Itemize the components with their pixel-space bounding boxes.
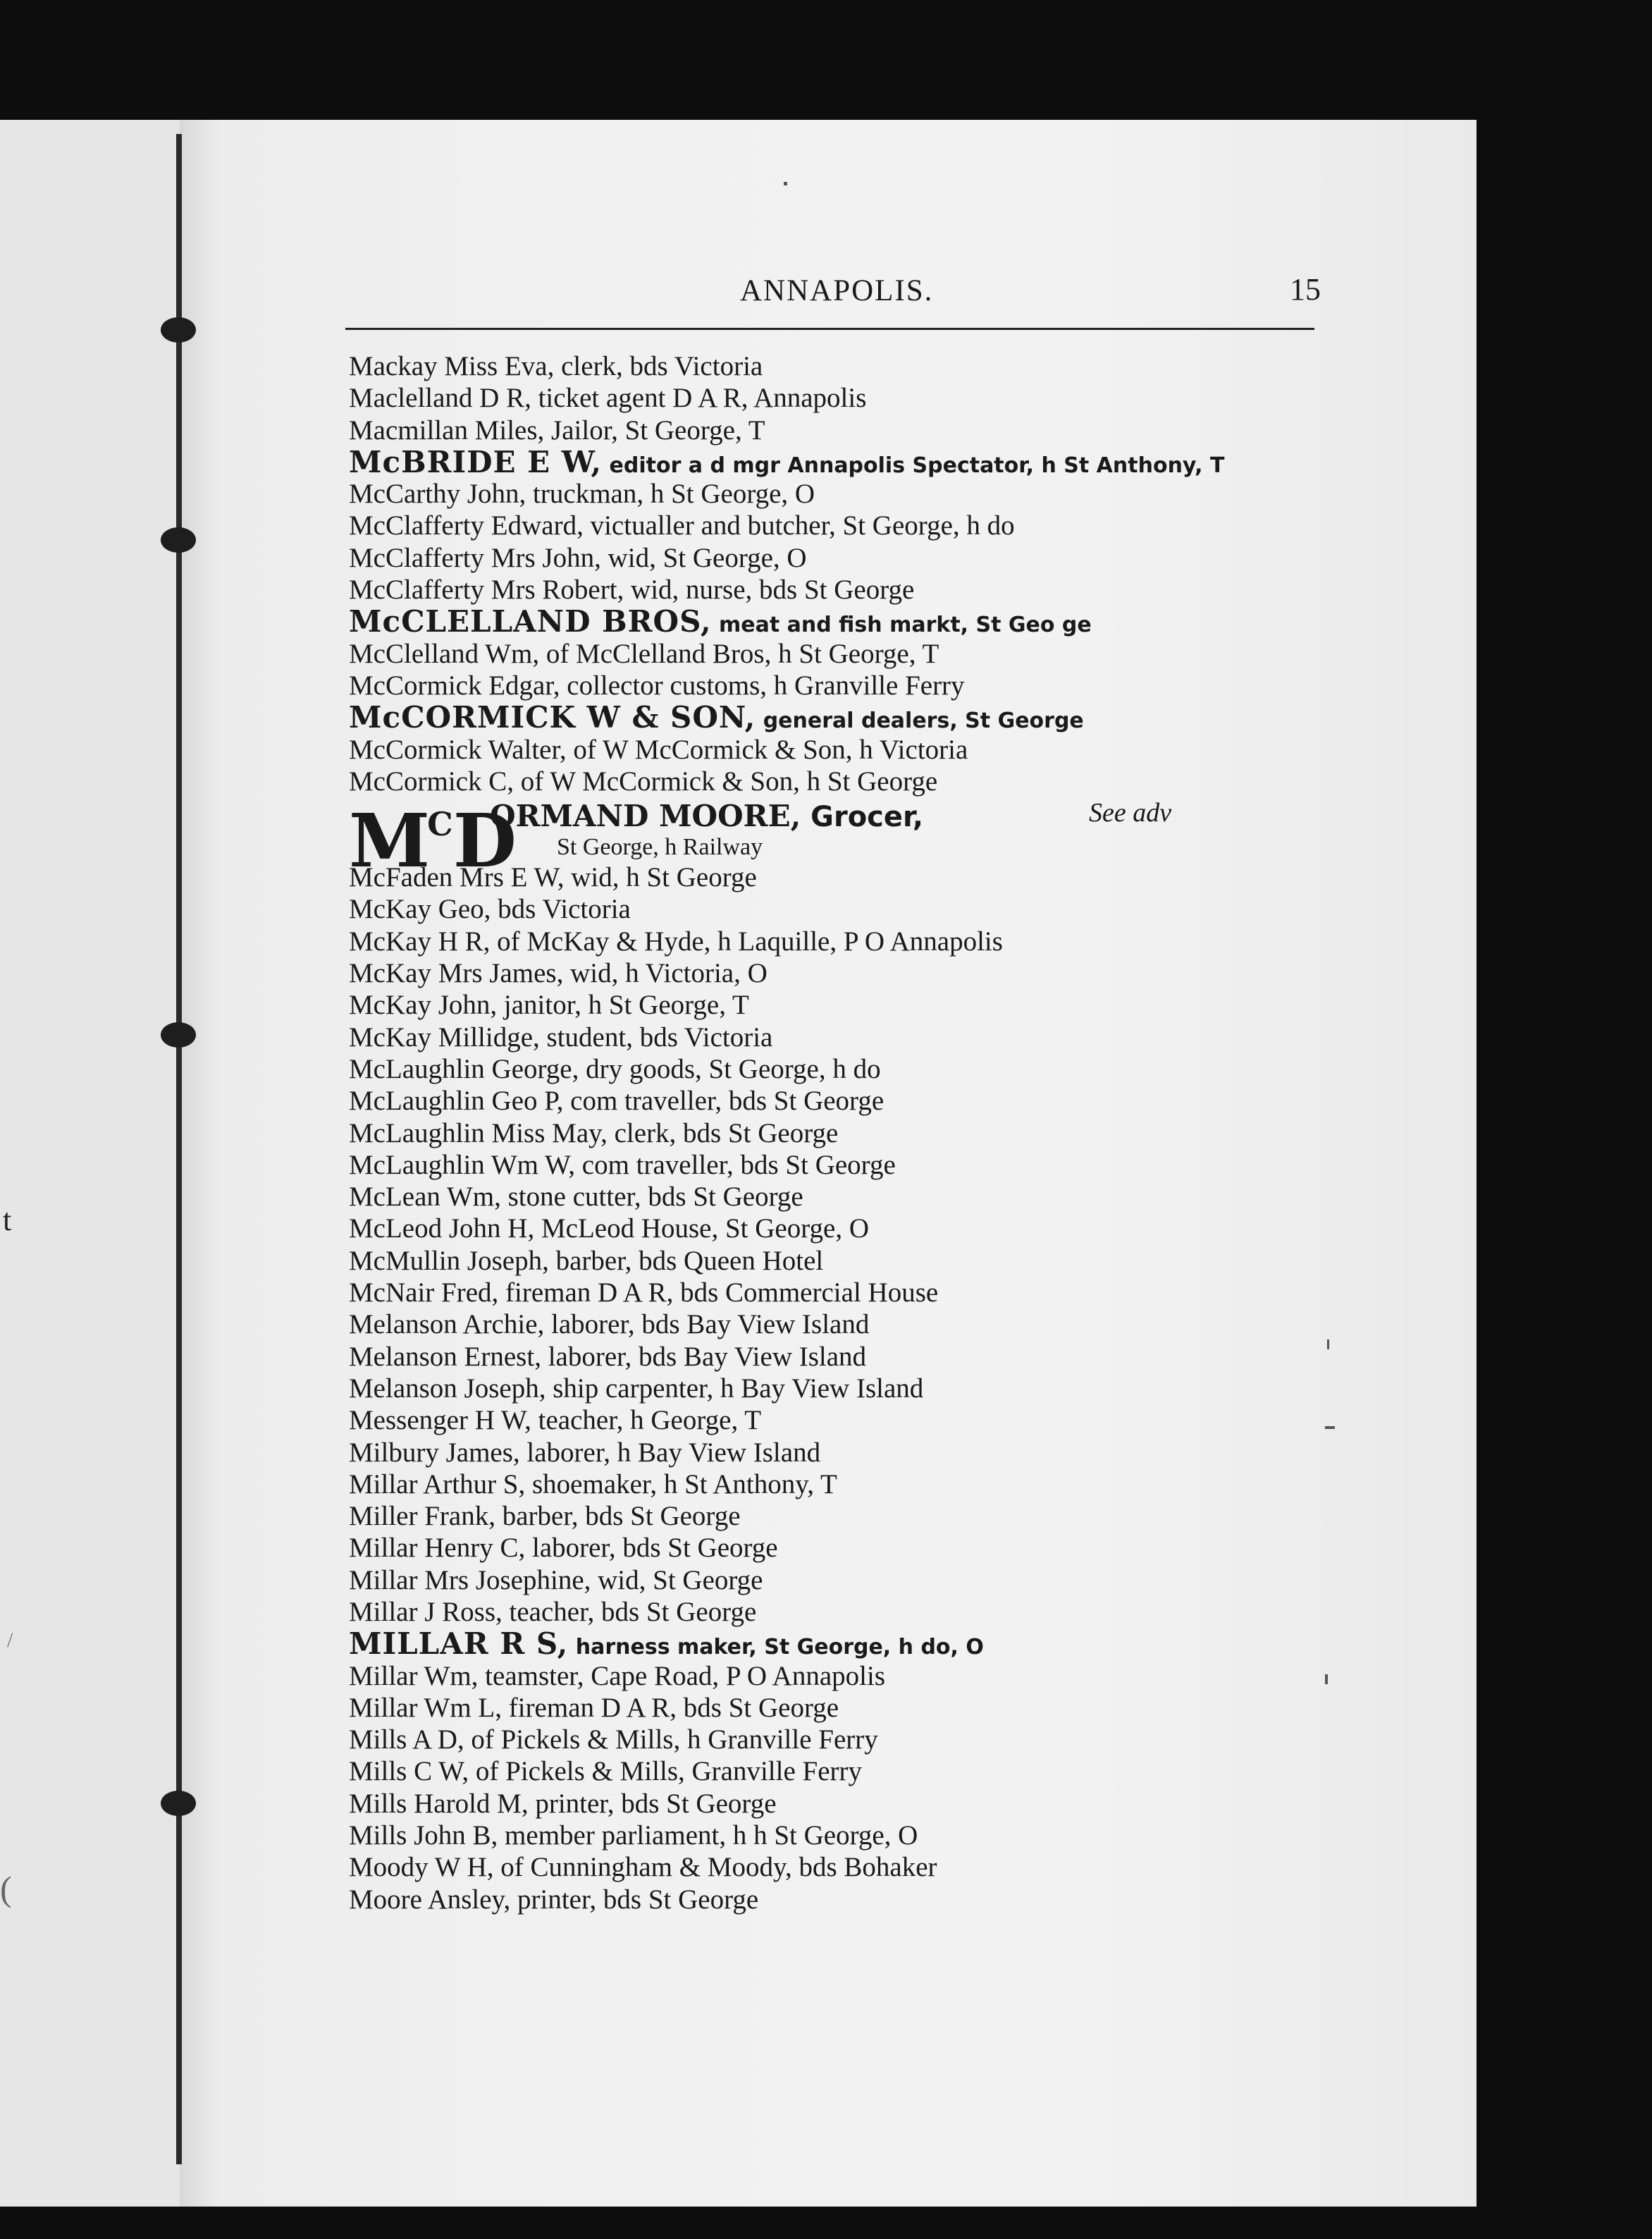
entry-name: Mackay Miss Eva, clerk, bds Victoria xyxy=(349,351,763,381)
directory-entry xyxy=(349,1724,1350,1755)
entry-name: McFaden Mrs E W, wid, h St George xyxy=(349,862,757,893)
directory-entry xyxy=(349,1181,1350,1213)
display-initial xyxy=(349,787,514,885)
directory-entry xyxy=(349,1022,1350,1053)
directory-entry xyxy=(349,542,1350,574)
entry-name: McClafferty Mrs John, wid, St George, O xyxy=(349,542,807,573)
entry-name: McKay H R, of McKay & Hyde, h Laquille, P O Annapolis xyxy=(349,926,1003,957)
entry-name: Millar Henry C, laborer, bds St George xyxy=(349,1533,778,1564)
entry-name: McLean Wm, stone cutter, bds St George xyxy=(349,1182,803,1213)
directory-entry xyxy=(349,1149,1350,1181)
directory-entry xyxy=(349,478,1350,510)
directory-entry xyxy=(349,1596,1350,1628)
entry-name: McLaughlin Miss May, clerk, bds St George xyxy=(349,1117,839,1148)
binding-stitch xyxy=(161,527,196,553)
entry-name: Millar Wm L, fireman D A R, bds St George xyxy=(349,1692,839,1723)
entry-name: McCarthy John, truckman, h St George, O xyxy=(349,479,815,510)
entry-name: Mills C W, of Pickels & Mills, Granville Ferry xyxy=(349,1756,862,1787)
initial-m: M xyxy=(349,797,428,885)
entry-name: McClafferty Edward, victualler and butcher, St George, h do xyxy=(349,510,1015,541)
directory-entry xyxy=(349,989,1350,1021)
firm-trade: Grocer, xyxy=(801,801,924,834)
binding-stitch xyxy=(161,317,196,343)
directory-entry xyxy=(349,1755,1350,1787)
directory-entry xyxy=(349,957,1350,989)
directory-entry xyxy=(349,1660,1350,1692)
entry-details: editor a d mgr Annapolis Spectator, h St Anthony, T xyxy=(602,453,1225,478)
directory-entry xyxy=(349,510,1350,541)
entry-name: Mills John B, member parliament, h h St George, O xyxy=(349,1820,918,1851)
entry-name: Moore Ansley, printer, bds St George xyxy=(349,1884,759,1915)
entry-name: Milbury James, laborer, h Bay View Island xyxy=(349,1437,821,1468)
directory-entry xyxy=(349,1373,1350,1404)
entry-name: Melanson Ernest, laborer, bds Bay View Island xyxy=(349,1341,867,1372)
binding-stitch xyxy=(161,1022,196,1048)
directory-entry xyxy=(349,701,1350,733)
directory-entry xyxy=(349,1245,1350,1277)
entry-name: Millar Arthur S, shoemaker, h St Anthony, T xyxy=(349,1468,837,1499)
left-page-fragment: ( xyxy=(0,1869,12,1908)
directory-entry xyxy=(349,734,1350,766)
entry-name: McBRIDE E W, xyxy=(349,444,603,479)
entry-name: McCormick C, of W McCormick & Son, h St George xyxy=(349,766,938,797)
entry-name: Mills A D, of Pickels & Mills, h Granville Ferry xyxy=(349,1724,878,1755)
directory-entry xyxy=(349,382,1350,414)
firm-name: ORMAND MOORE, xyxy=(490,799,801,834)
entry-name: Miller Frank, barber, bds St George xyxy=(349,1501,741,1532)
entry-name: McLeod John H, McLeod House, St George, O xyxy=(349,1213,869,1244)
entry-details: general dealers, St George xyxy=(756,708,1084,734)
directory-entries xyxy=(349,350,1350,1915)
directory-entry xyxy=(349,1213,1350,1244)
directory-entry xyxy=(349,574,1350,606)
page-number: 15 xyxy=(1290,272,1321,307)
entry-name: McCormick Edgar, collector customs, h Granville Ferry xyxy=(349,670,965,701)
entry-name: Mills Harold M, printer, bds St George xyxy=(349,1788,777,1819)
directory-entry xyxy=(349,1820,1350,1851)
entry-name: McCLELLAND BROS, xyxy=(349,604,712,639)
directory-entry xyxy=(349,1532,1350,1564)
left-page-fragment: t xyxy=(3,1203,12,1237)
directory-entry xyxy=(349,926,1350,957)
entry-name: McKay John, janitor, h St George, T xyxy=(349,990,749,1021)
entry-name: Melanson Joseph, ship carpenter, h Bay View Island xyxy=(349,1373,924,1404)
directory-entry xyxy=(349,1053,1350,1085)
directory-entry xyxy=(349,1308,1350,1340)
directory-entry xyxy=(349,446,1350,478)
directory-entry xyxy=(349,1085,1350,1117)
entry-name: McCORMICK W & SON, xyxy=(349,700,756,735)
directory-entry xyxy=(349,1788,1350,1820)
directory-entry xyxy=(349,1341,1350,1373)
directory-entry xyxy=(349,638,1350,670)
directory-entry xyxy=(349,1564,1350,1596)
entry-name: McKay Mrs James, wid, h Victoria, O xyxy=(349,958,768,989)
left-page-edge xyxy=(0,120,180,2207)
entry-name: Moody W H, of Cunningham & Moody, bds Bohaker xyxy=(349,1852,937,1883)
entry-name: Macmillan Miles, Jailor, St George, T xyxy=(349,415,765,446)
initial-c: C xyxy=(427,805,453,844)
entry-name: McNair Fred, fireman D A R, bds Commercial House xyxy=(349,1277,939,1308)
running-head: ANNAPOLIS. xyxy=(740,274,934,307)
see-advertisement-note: See adv xyxy=(1089,798,1172,828)
directory-entry xyxy=(349,1404,1350,1436)
entry-name: McLaughlin Wm W, com traveller, bds St George xyxy=(349,1149,896,1180)
left-page-fragment: / xyxy=(7,1628,13,1652)
entry-name: Melanson Archie, laborer, bds Bay View Island xyxy=(349,1309,870,1340)
entry-name: Millar Wm, teamster, Cape Road, P O Annapolis xyxy=(349,1660,885,1691)
entry-name: Maclelland D R, ticket agent D A R, Annapolis xyxy=(349,383,867,414)
entry-name: McLaughlin George, dry goods, St George, h do xyxy=(349,1053,881,1084)
directory-entry xyxy=(349,415,1350,446)
entry-name: McCormick Walter, of W McCormick & Son, h Victoria xyxy=(349,734,968,765)
directory-entry xyxy=(349,606,1350,637)
directory-entry xyxy=(349,1117,1350,1149)
entry-name: McMullin Joseph, barber, bds Queen Hotel xyxy=(349,1245,824,1276)
entry-name: Millar J Ross, teacher, bds St George xyxy=(349,1596,757,1627)
header-rule xyxy=(345,328,1314,330)
directory-entry xyxy=(349,1884,1350,1915)
entry-group-before xyxy=(349,350,1350,797)
directory-entry xyxy=(349,350,1350,382)
directory-entry xyxy=(349,1468,1350,1500)
directory-entry xyxy=(349,1437,1350,1468)
entry-details: harness maker, St George, h do, O xyxy=(568,1635,984,1660)
entry-details: meat and fish markt, St Geo ge xyxy=(711,613,1092,638)
initial-d: D xyxy=(452,797,514,885)
display-firm-name xyxy=(490,799,923,833)
directory-entry xyxy=(349,670,1350,701)
entry-group-after xyxy=(349,861,1350,1915)
entry-name: McKay Millidge, student, bds Victoria xyxy=(349,1022,773,1053)
directory-entry xyxy=(349,1851,1350,1883)
directory-entry xyxy=(349,1277,1350,1308)
entry-name: McClafferty Mrs Robert, wid, nurse, bds St George xyxy=(349,575,915,606)
entry-name: McLaughlin Geo P, com traveller, bds St George xyxy=(349,1086,884,1117)
scan-background xyxy=(1477,120,1652,2207)
entry-name: Millar Mrs Josephine, wid, St George xyxy=(349,1564,763,1595)
entry-name: McClelland Wm, of McClelland Bros, h St George, T xyxy=(349,638,939,669)
directory-entry xyxy=(349,1628,1350,1660)
entry-name: McKay Geo, bds Victoria xyxy=(349,894,631,925)
directory-entry xyxy=(349,893,1350,925)
directory-entry xyxy=(349,1500,1350,1532)
binding-stitch xyxy=(161,1791,196,1816)
speck xyxy=(784,182,787,185)
display-address: St George, h Railway xyxy=(557,834,763,861)
entry-name: MILLAR R S, xyxy=(349,1626,569,1662)
book-spine xyxy=(176,134,182,2164)
entry-name: Messenger H W, teacher, h George, T xyxy=(349,1405,762,1436)
directory-entry xyxy=(349,1692,1350,1724)
